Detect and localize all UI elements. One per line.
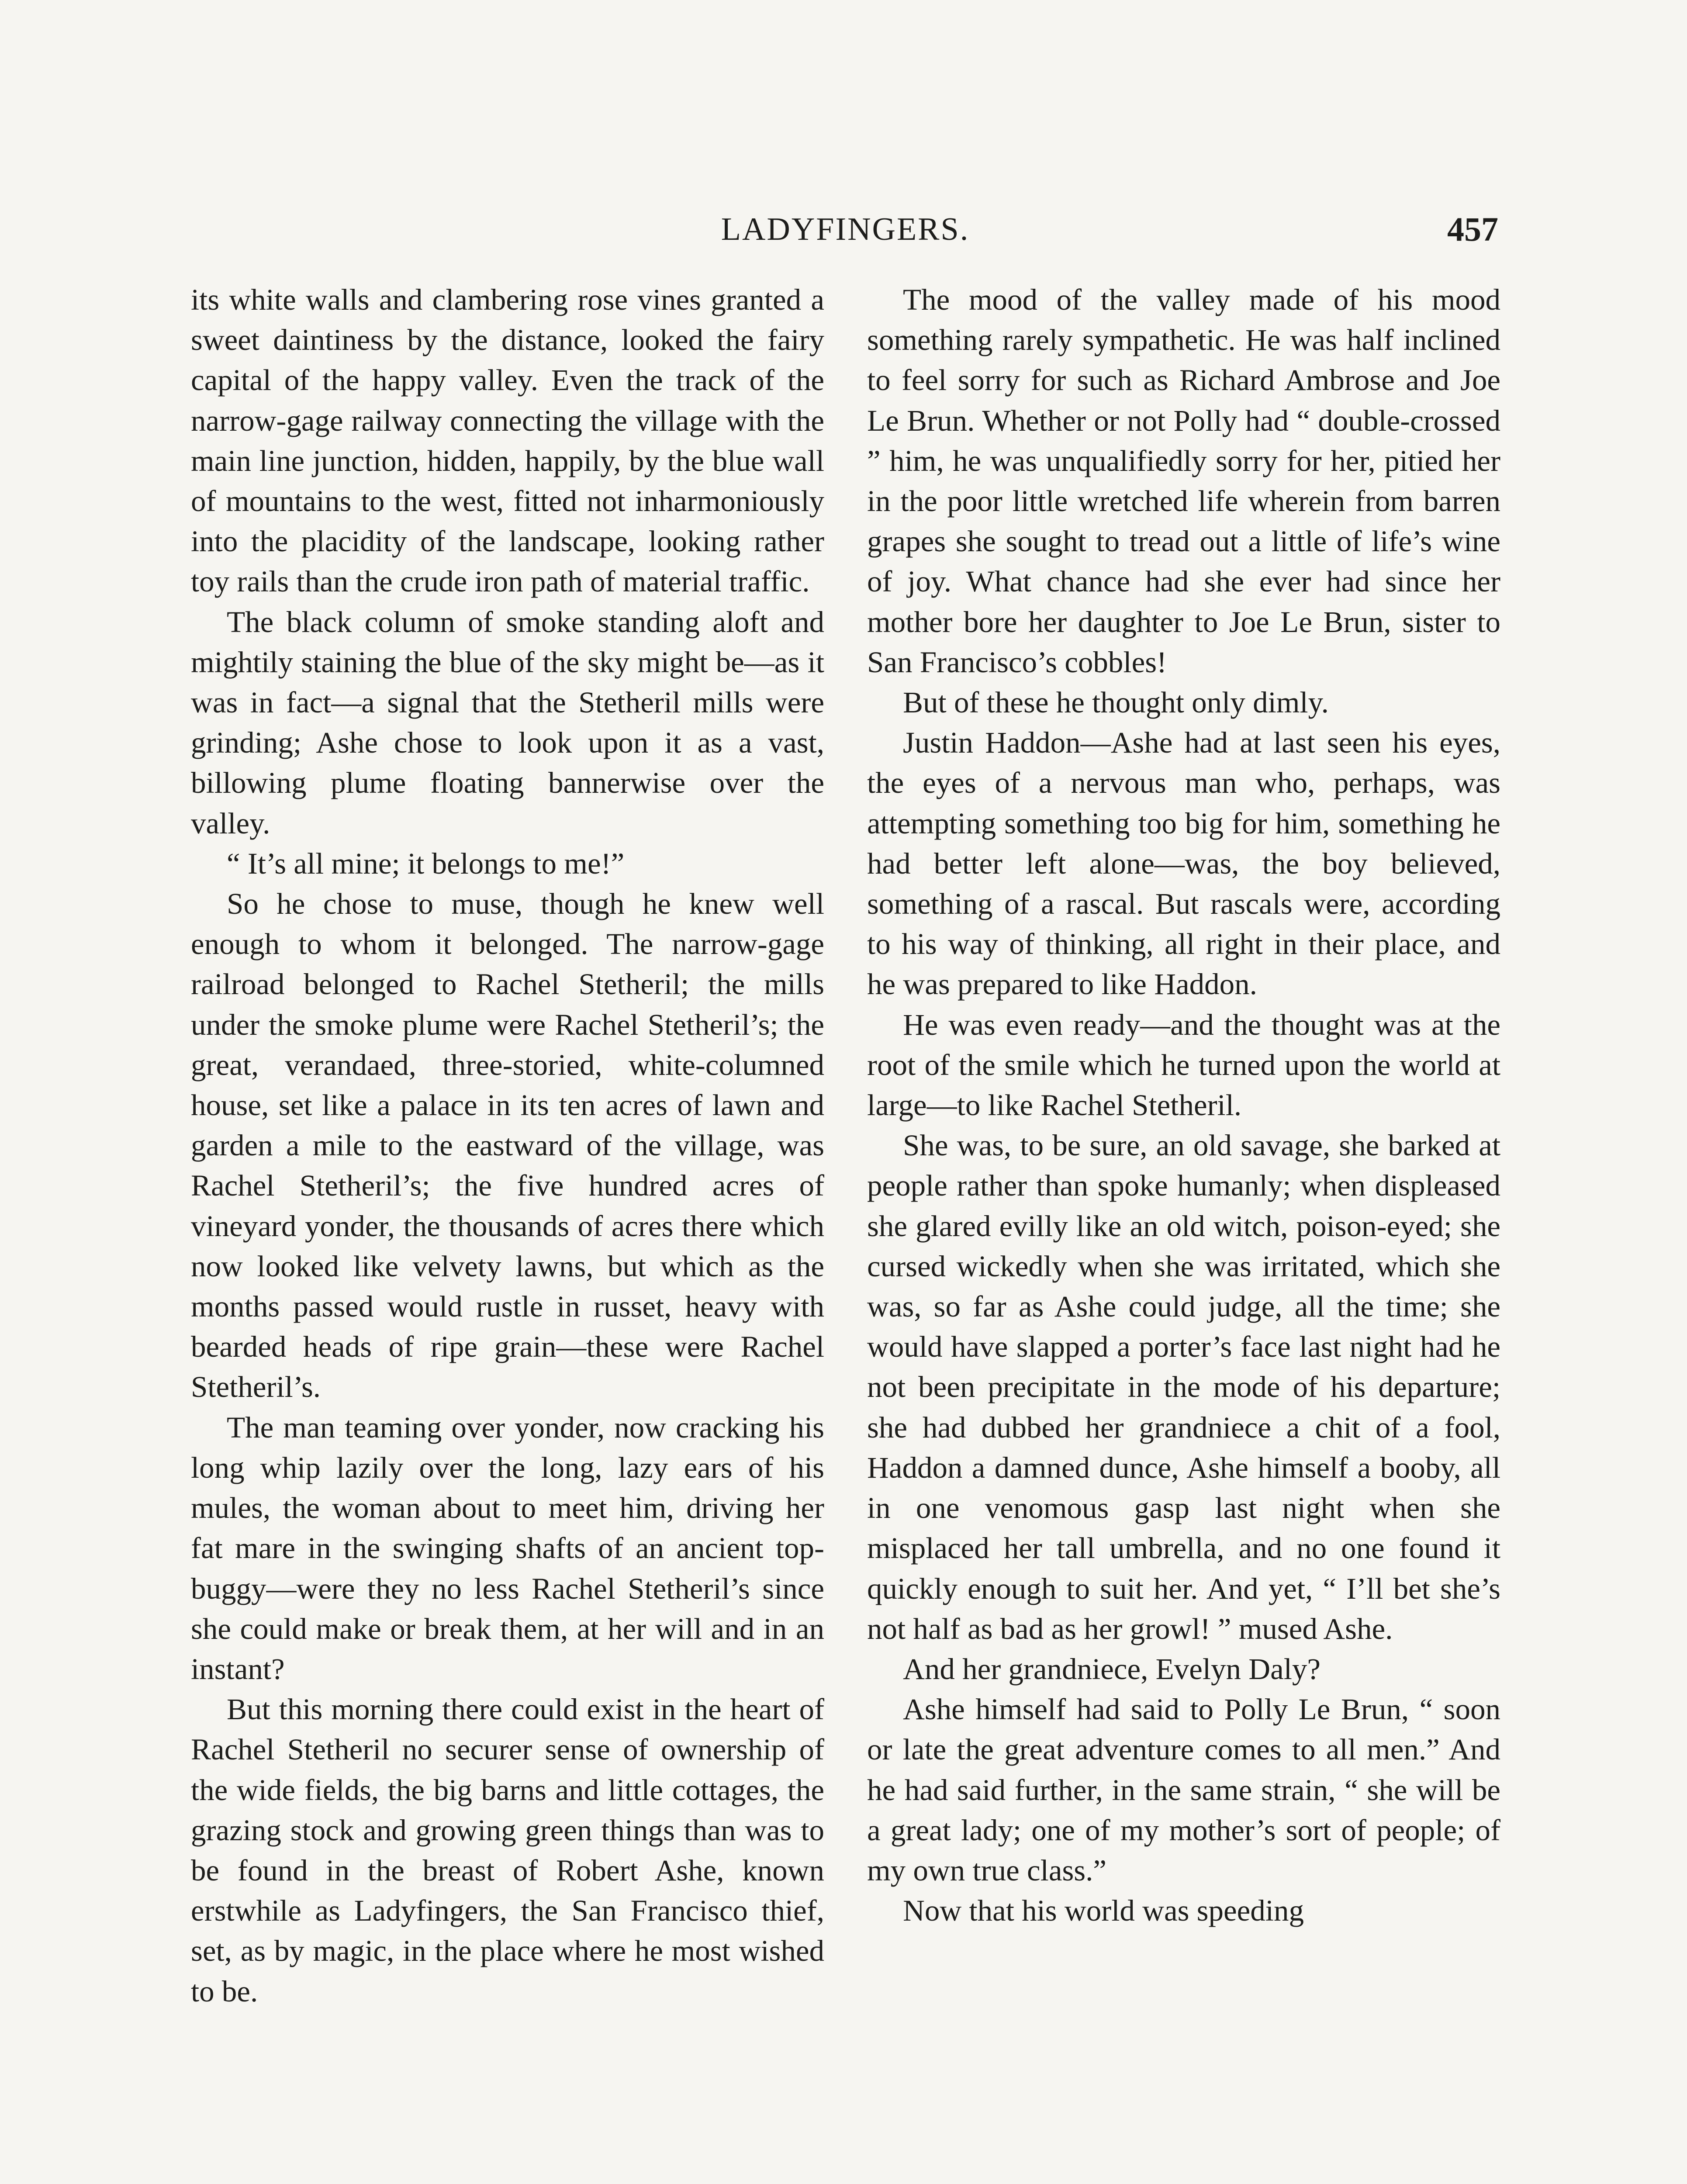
running-head [192, 205, 1498, 253]
paragraph: its white walls and clambering rose vines granted a sweet daintiness by the distance, looked the fairy capital of the happy valley. Even the track of the narrow-gage railway connecting the village with the main line junction, hidden, happily, by the blue wall of mountains to the west, fitted not inharmoniously into the placidity of the landscape, looking rather toy rails than the crude iron path of material traffic. [191, 283, 824, 598]
page-number: 457 [1447, 210, 1498, 248]
paragraph: “ It’s all mine; it belongs to me!” [227, 847, 625, 880]
right-text-column [867, 280, 1500, 1931]
paragraph: But of these he thought only dimly. [903, 686, 1329, 719]
running-title: LADYFINGERS. [721, 211, 970, 247]
paragraph: The man teaming over yonder, now cracking his long whip lazily over the long, lazy ears of his mules, the woman about to meet him, driving her fat mare in the swinging shafts of an ancient top-buggy—were they no less Rachel Stetheril’s since she could make or break them, at her will and in an instant? [191, 1410, 824, 1686]
paragraph: Ashe himself had said to Polly Le Brun, “ soon or late the great adventure comes to all men.” And he had said further, in the same strain, “ she will be a great lady; one of my mother’s sort of people; of my own true class.” [867, 1693, 1500, 1887]
paragraph: The mood of the valley made of his mood something rarely sympathetic. He was half inclined to feel sorry for such as Richard Ambrose and Joe Le Brun. Whether or not Polly had “ double-crossed ” him, he was unqualifiedly sorry for her, pitied her in the poor little wretched life wherein from barren grapes she sought to tread out a little of life’s wine of joy. What chance had she ever had since her mother bore her daughter to Joe Le Brun, sister to San Francisco’s cobbles! [867, 283, 1500, 679]
paragraph: So he chose to muse, though he knew well enough to whom it belonged. The narrow-gage railroad belonged to Rachel Stetheril; the mills under the smoke plume were Rachel Stetheril’s; the great, verandaed, three-storied, white-columned house, set like a palace in its ten acres of lawn and garden a mile to the eastward of the village, was Rachel Stetheril’s; the five hundred acres of vineyard yonder, the thousands of acres there which now looked like velvety lawns, but which as the months passed would rustle in russet, heavy with bearded heads of ripe grain—these were Rachel Stetheril’s. [191, 887, 824, 1404]
paragraph: And her grandniece, Evelyn Daly? [903, 1652, 1321, 1686]
paragraph: The black column of smoke standing aloft and mightily staining the blue of the sky might be—as it was in fact—a signal that the Stetheril mills were grinding; Ashe chose to look upon it as a vast, billowing plume floating bannerwise over the valley. [191, 605, 824, 840]
left-text-column [191, 280, 824, 2011]
paragraph: She was, to be sure, an old savage, she barked at people rather than spoke humanly; when displeased she glared evilly like an old witch, poison-eyed; she cursed wickedly when she was irritated, which she was, so far as Ashe could judge, all the time; she would have slapped a porter’s face last night had he not been precipitate in the mode of his departure; she had dubbed her grandniece a chit of a fool, Haddon a damned dunce, Ashe himself a booby, all in one venomous gasp last night when she misplaced her tall umbrella, and no one found it quickly enough to suit her. And yet, “ I’ll bet she’s not half as bad as her growl! ” mused Ashe. [867, 1129, 1500, 1645]
paragraph: Justin Haddon—Ashe had at last seen his eyes, the eyes of a nervous man who, perhaps, was attempting something too big for him, something he had better left alone—was, the boy believed, something of a rascal. But rascals were, according to his way of thinking, all right in their place, and he was prepared to like Haddon. [867, 726, 1500, 1001]
paragraph: Now that his world was speeding [903, 1894, 1304, 1928]
paragraph: He was even ready—and the thought was at the root of the smile which he turned upon the world at large—to like Rachel Stetheril. [867, 1008, 1500, 1122]
paragraph: But this morning there could exist in the heart of Rachel Stetheril no securer sense of ownership of the wide fields, the big barns and little cottages, the grazing stock and growing green things than was to be found in the breast of Robert Ashe, known erstwhile as Ladyfingers, the San Francisco thief, set, as by magic, in the place where he most wished to be. [191, 1693, 824, 2008]
